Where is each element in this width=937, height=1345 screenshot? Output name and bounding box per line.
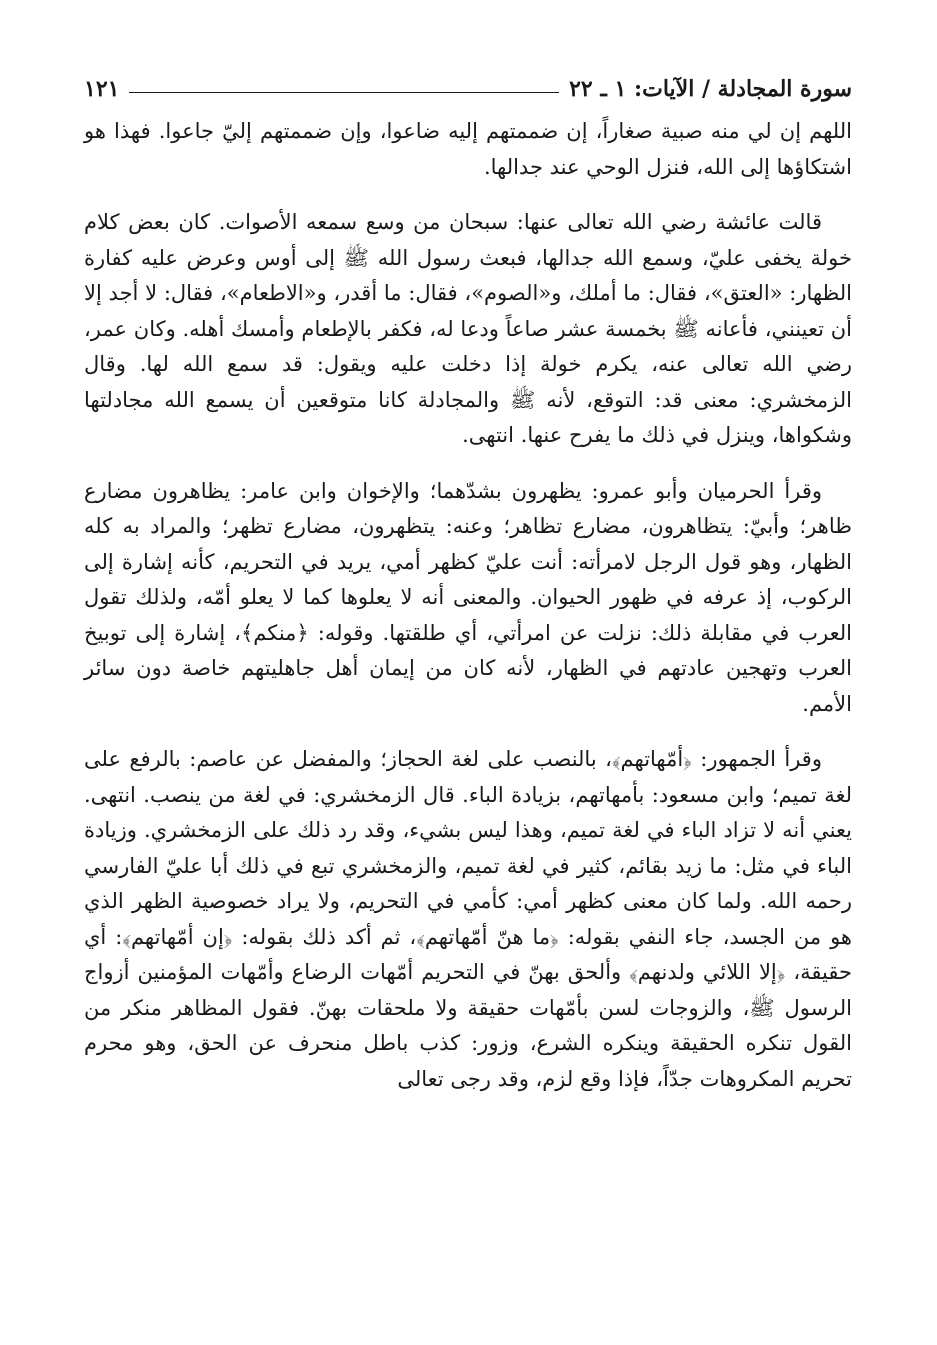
chapter-title: سورة المجادلة / الآيات: ١ ـ ٢٢: [569, 76, 852, 102]
paragraph-continuation: اللهم إن لي منه صبية صغاراً، إن ضممتهم إليه ضاعوا، وإن ضممتهم إليّ جاعوا. فهذا هو اشتكاؤها إلى الله، فنزل الوحي عند جدالها.: [84, 119, 852, 179]
paragraph-readings-yazharun: وقرأ الحرميان وأبو عمرو: يظهرون بشدّهما؛ والإخوان وابن عامر: يظاهرون مضارع ظاهر؛ وأبيّ: يتظاهرون، مضارع تظاهر؛ وعنه: يتظهرون، مضارع تظهر؛ والمراد به كله الظهار، وهو قول الرجل لامرأته: أنت عليّ كظهر أمي، يريد في التحريم، كأنه إشارة إلى الركوب، إذ عرفه في ظهور الحيوان. والمعنى أنه لا يعلوها كما لا يعلو أمّه، ولذلك تقول العرب في مقابلة ذلك: نزلت عن امرأتي، أي طلقتها. وقوله: ﴿منكم﴾، إشارة إلى توبيخ العرب وتهجين عادتهم في الظهار، لأنه كان من إيمان أهل جاهليتهم خاصة دون سائر الأمم.: [84, 478, 852, 716]
page-number: ١٢١: [84, 76, 120, 102]
paragraph-readings-ummahatihim: وقرأ الجمهور: ﴿أمّهاتهم﴾، بالنصب على لغة الحجاز؛ والمفضل عن عاصم: بالرفع على لغة تميم؛ وابن مسعود: بأمهاتهم، بزيادة الباء. قال الزمخشري: في لغة من ينصب. انتهى. يعني أنه لا تزاد الباء في لغة تميم، وهذا ليس بشيء، وقد رد ذلك على الزمخشري. وزيادة الباء في مثل: ما زيد بقائم، كثير في لغة تميم، والزمخشري تبع في ذلك أبا عليّ الفارسي رحمه الله. ولما كان معنى كظهر أمي: كأمي في التحريم، ولا يراد خصوصية الظهر الذي هو من الجسد، جاء النفي بقوله: ﴿ما هنّ أمّهاتهم﴾، ثم أكد ذلك بقوله: ﴿إن أمّهاتهم﴾: أي حقيقة، ﴿إلا اللائي ولدنهم﴾ وألحق بهنّ في التحريم أمّهات الرضاع وأمّهات المؤمنين أزواج الرسول ﷺ، والزوجات لسن بأمّهات حقيقة ولا ملحقات بهنّ. فقول المظاهر منكر من القول تنكره الحقيقة وينكره الشرع، وزور: كذب باطل منحرف عن الحق، وهو محرم تحريم المكروهات جدّاً، فإذا وقع لزم، وقد رجى تعالى: [84, 747, 852, 1091]
page-body: [84, 114, 852, 1097]
running-header: [84, 58, 852, 102]
paragraph-aisha: قالت عائشة رضي الله تعالى عنها: سبحان من وسع سمعه الأصوات. كان بعض كلام خولة يخفى عليّ، وسمع الله جدالها، فبعث رسول الله ﷺ إلى أوس وعرض عليه كفارة الظهار: «العتق»، فقال: ما أملك، و«الصوم»، فقال: ما أقدر، و«الاطعام»، فقال: لا أجد إلا أن تعينني، فأعانه ﷺ بخمسة عشر صاعاً ودعا له، فكفر بالإطعام وأمسك أهله. وكان عمر، رضي الله تعالى عنه، يكرم خولة إذا دخلت عليه ويقول: قد سمع الله لها. وقال الزمخشري: معنى قد: التوقع، لأنه ﷺ والمجادلة كانا متوقعين أن يسمع الله مجادلتها وشكواها، وينزل في ذلك ما يفرح عنها. انتهى.: [84, 210, 852, 447]
page: [84, 58, 852, 1117]
header-rule: [129, 92, 559, 93]
